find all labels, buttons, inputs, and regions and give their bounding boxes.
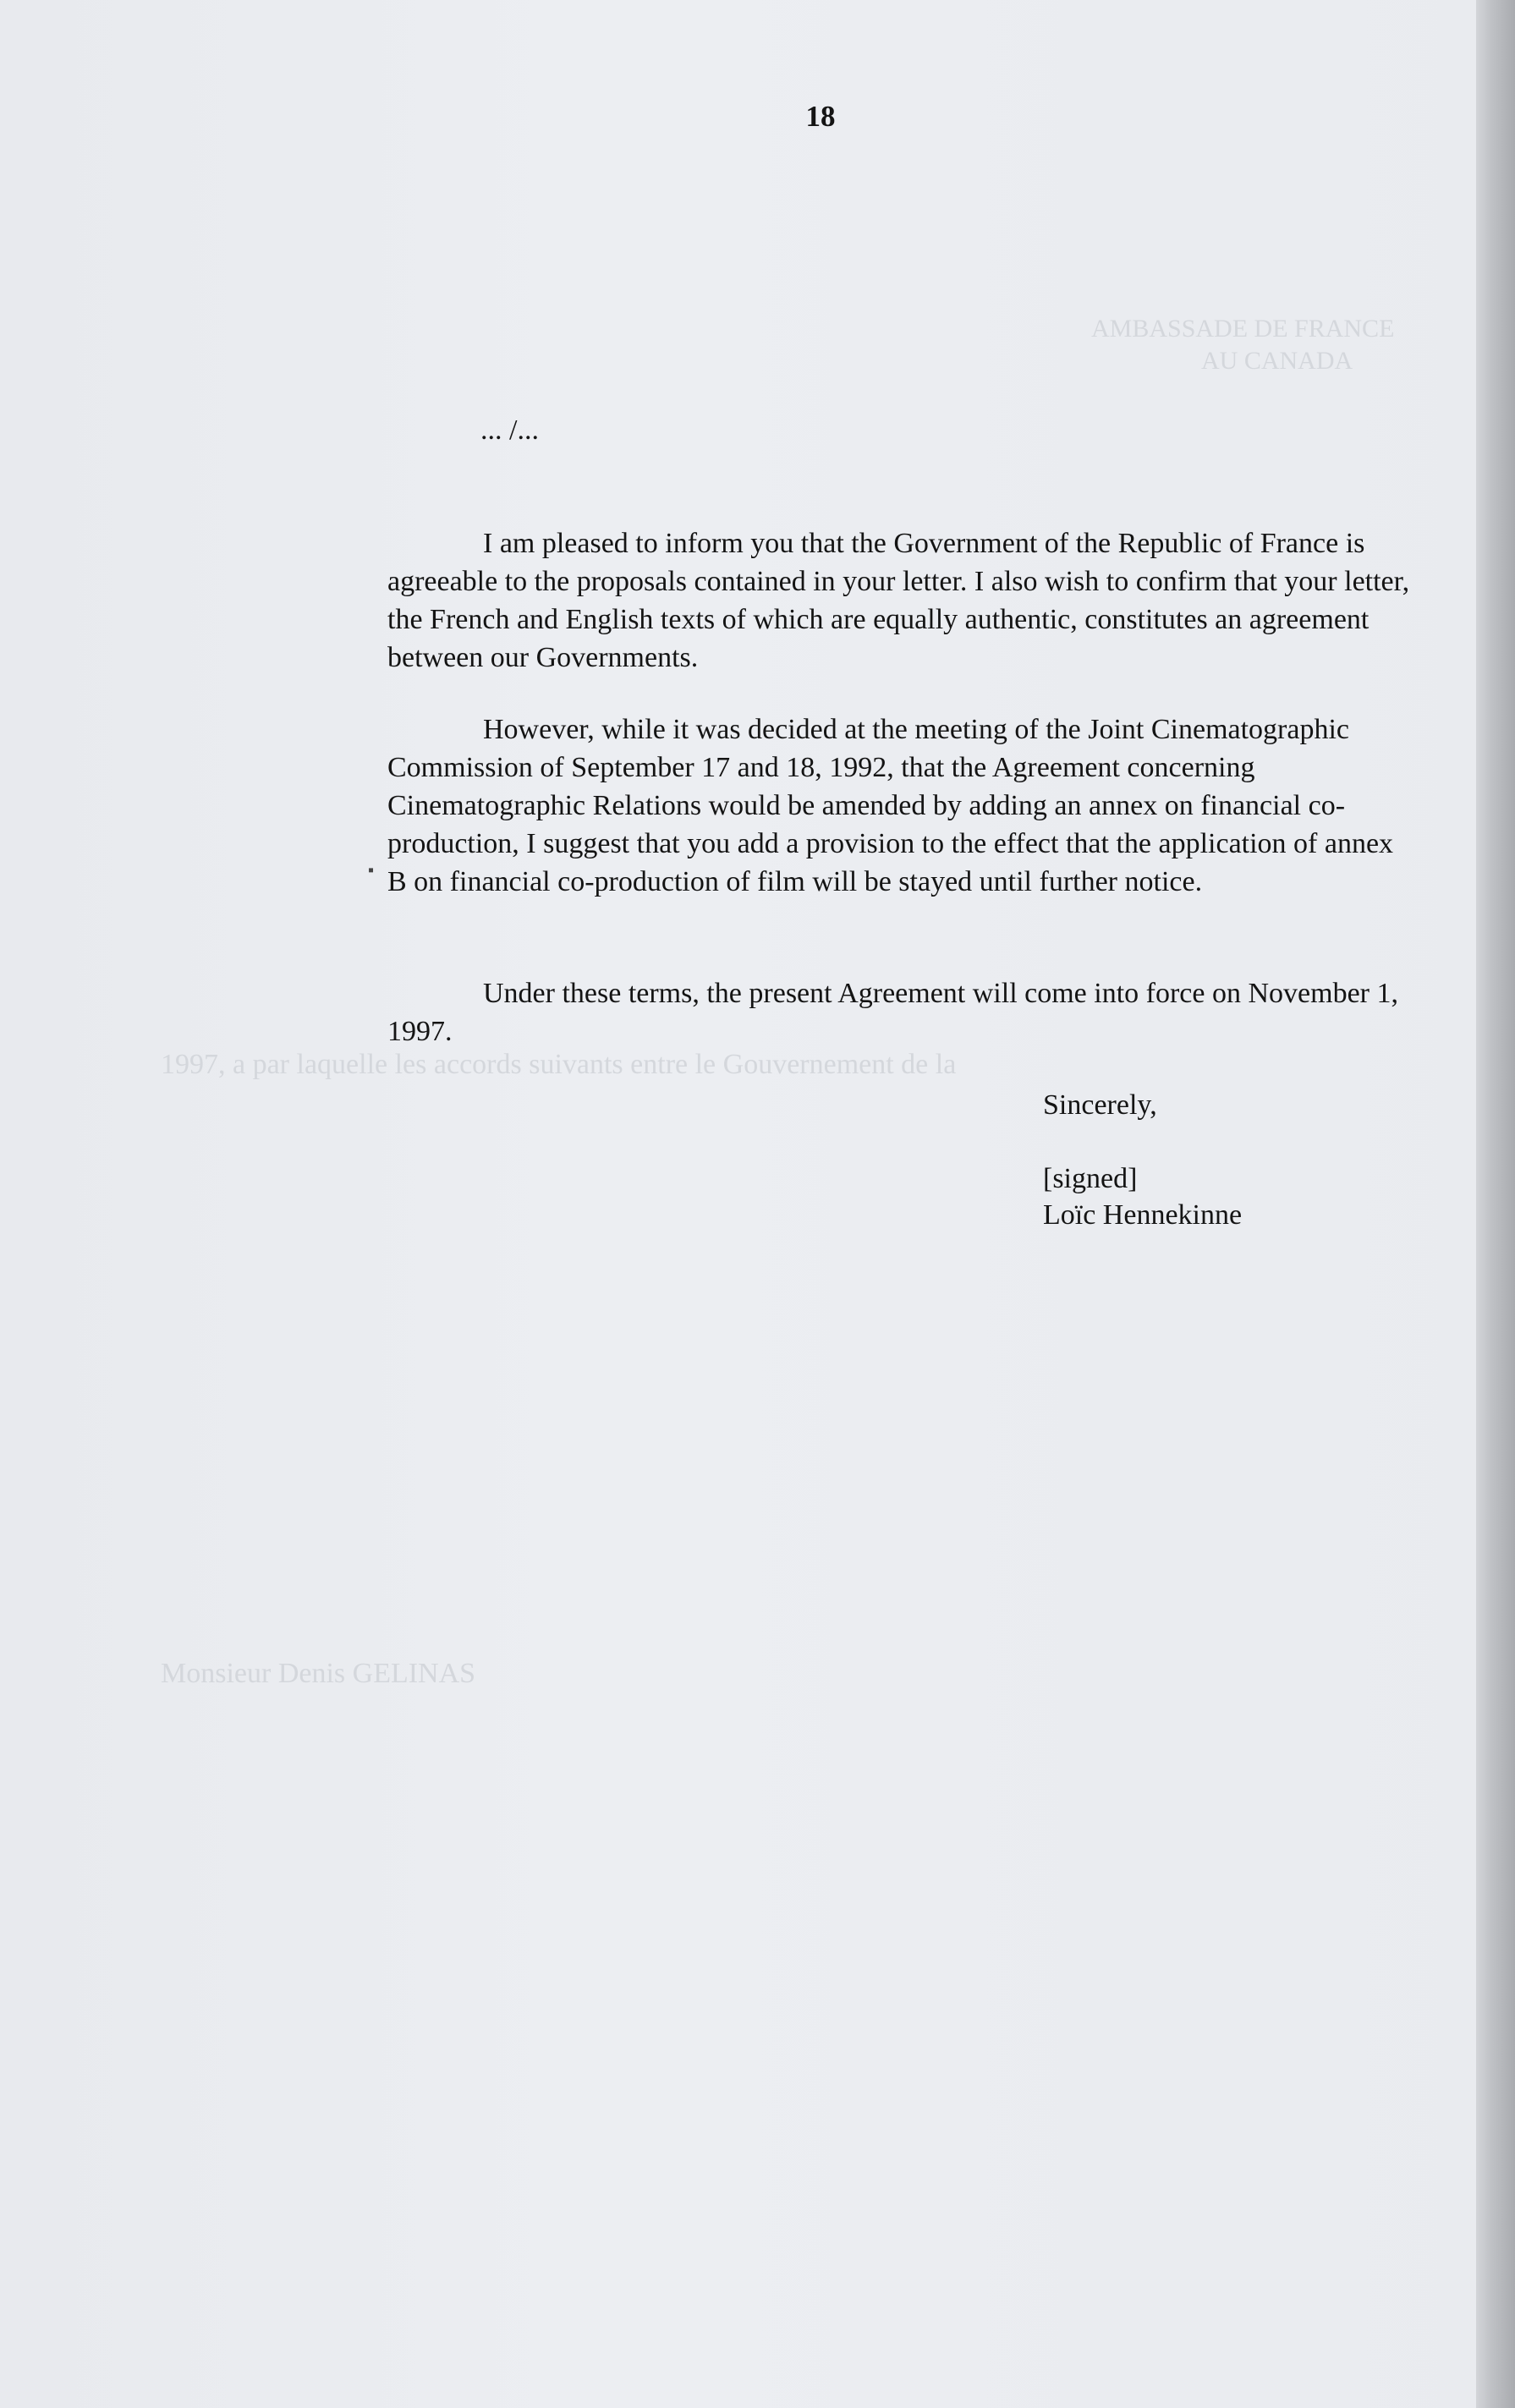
continuation-marker: ... /... <box>480 414 539 446</box>
bleed-through-text: AMBASSADE DE FRANCE <box>1091 315 1395 343</box>
letter-body-paragraph-3 <box>387 974 1419 1050</box>
paragraph-text: Under these terms, the present Agreement will come into force on November 1, 1997. <box>387 978 1398 1047</box>
stray-mark: ▪ <box>368 861 375 880</box>
signature-marker: [signed] <box>1043 1163 1138 1194</box>
bleed-through-text: AU CANADA <box>1201 347 1353 375</box>
letter-body-paragraph-2 <box>387 710 1419 901</box>
signer-name: Loïc Hennekinne <box>1043 1199 1243 1231</box>
closing-salutation: Sincerely, <box>1043 1089 1157 1121</box>
bleed-through-text: 1997, a par laquelle les accords suivants entre le Gouvernement de la <box>161 1049 957 1080</box>
bleed-through-text: Monsieur Denis GELINAS <box>161 1658 476 1689</box>
paragraph-text: However, while it was decided at the meeting of the Joint Cinematographic Commission of September 17 and 18, 1992, that the Agreement concerning Cinematographic Relations would be amended by adding an annex on financial co-production, I suggest that you add a provision to the effect that the application of annex B on financial co-production of film will be stayed until further notice. <box>387 714 1394 897</box>
letter-body-paragraph-1 <box>387 524 1419 677</box>
paragraph-text: I am pleased to inform you that the Government of the Republic of France is agreeable to the proposals contained in your letter. I also wish to confirm that your letter, the French and English texts of which are equally authentic, constitutes an agreement between our Governments. <box>387 528 1410 673</box>
page-edge-shadow <box>1476 0 1515 2408</box>
page-number: 18 <box>805 100 836 133</box>
